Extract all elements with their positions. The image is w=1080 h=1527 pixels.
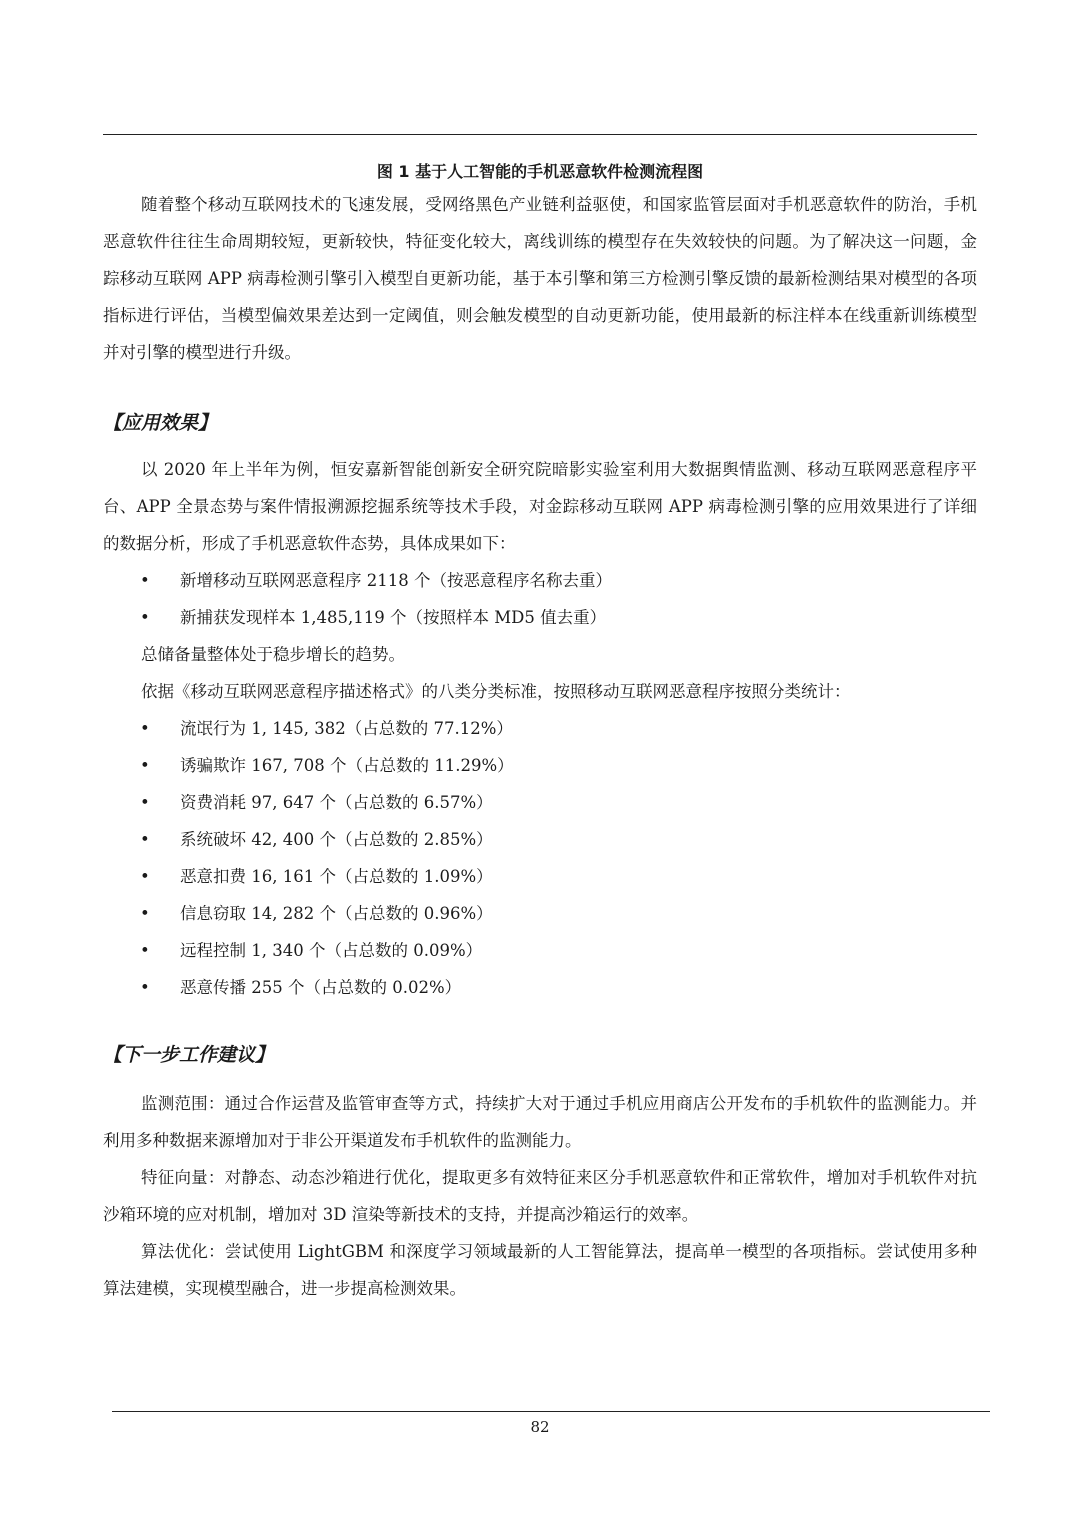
category-text: 流氓行为 1, 145, 382（占总数的 77.12%） xyxy=(180,719,513,738)
category-text: 信息窃取 14, 282 个（占总数的 0.96%） xyxy=(180,904,493,923)
category-text: 系统破坏 42, 400 个（占总数的 2.85%） xyxy=(180,830,493,849)
bullet-icon: • xyxy=(140,756,150,775)
summary-text: 总储备量整体处于稳步增长的趋势。 xyxy=(141,645,405,664)
list-item xyxy=(103,784,977,821)
category-list xyxy=(103,710,977,1006)
list-item xyxy=(103,821,977,858)
list-item xyxy=(103,895,977,932)
result-text: 新增移动互联网恶意程序 2118 个（按恶意程序名称去重） xyxy=(180,571,612,590)
bullet-icon: • xyxy=(140,719,150,738)
bullet-icon: • xyxy=(140,867,150,886)
intro-paragraph: 随着整个移动互联网技术的飞速发展，受网络黑色产业链利益驱使，和国家监管层面对手机恶意软件的防治，手机恶意软件往往生命周期较短，更新较快，特征变化较大，离线训练的模型存在失效较快的问题。为了解决这一问题，金踪移动互联网 APP 病毒检测引擎引入模型自更新功能，基于本引擎和第三方检测引擎反馈的最新检测结果对模型的各项指标进行评估，当模型偏效果差达到一定阈值，则会触发模型的自动更新功能，使用最新的标注样本在线重新训练模型并对引擎的模型进行升级。 xyxy=(103,195,977,362)
result-text: 新捕获发现样本 1,485,119 个（按照样本 MD5 值去重） xyxy=(180,608,607,627)
bullet-icon: • xyxy=(140,571,150,590)
bullet-icon: • xyxy=(140,608,150,627)
list-item xyxy=(103,599,977,636)
list-item xyxy=(103,932,977,969)
bullet-icon: • xyxy=(140,793,150,812)
list-item xyxy=(103,969,977,1006)
category-text: 恶意扣费 16, 161 个（占总数的 1.09%） xyxy=(180,867,493,886)
list-item xyxy=(103,858,977,895)
list-item xyxy=(103,747,977,784)
category-text: 诱骗欺诈 167, 708 个（占总数的 11.29%） xyxy=(180,756,514,775)
heading-next-steps: 【下一步工作建议】 xyxy=(103,1044,275,1066)
category-text: 恶意传播 255 个（占总数的 0.02%） xyxy=(180,978,462,997)
category-text: 资费消耗 97, 647 个（占总数的 6.57%） xyxy=(180,793,493,812)
next-paragraph-monitoring: 监测范围：通过合作运营及监管审查等方式，持续扩大对于通过手机应用商店公开发布的手机软件的监测能力。并利用多种数据来源增加对于非公开渠道发布手机软件的监测能力。 xyxy=(103,1094,977,1150)
effect-paragraph: 以 2020 年上半年为例，恒安嘉新智能创新安全研究院暗影实验室利用大数据舆情监测、移动互联网恶意程序平台、APP 全景态势与案件情报溯源挖掘系统等技术手段，对金踪移动互联网 APP 病毒检测引擎的应用效果进行了详细的数据分析，形成了手机恶意软件态势，具体成果如下： xyxy=(103,460,977,553)
next-paragraph-features: 特征向量：对静态、动态沙箱进行优化，提取更多有效特征来区分手机恶意软件和正常软件，增加对手机软件对抗沙箱环境的应对机制，增加对 3D 渲染等新技术的支持，并提高沙箱运行的效率。 xyxy=(103,1168,977,1224)
category-text: 远程控制 1, 340 个（占总数的 0.09%） xyxy=(180,941,483,960)
figure-caption: 图 1 基于人工智能的手机恶意软件检测流程图 xyxy=(376,162,704,181)
next-paragraph-algorithm: 算法优化：尝试使用 LightGBM 和深度学习领域最新的人工智能算法，提高单一模型的各项指标。尝试使用多种算法建模，实现模型融合，进一步提高检测效果。 xyxy=(103,1242,977,1298)
bullet-icon: • xyxy=(140,941,150,960)
list-item xyxy=(103,562,977,599)
bullet-icon: • xyxy=(140,978,150,997)
classification-intro: 依据《移动互联网恶意程序描述格式》的八类分类标准，按照移动互联网恶意程序按照分类统计： xyxy=(141,682,851,701)
page-number: 82 xyxy=(530,1418,550,1436)
header-rule xyxy=(103,134,977,135)
bullet-icon: • xyxy=(140,830,150,849)
list-item xyxy=(103,710,977,747)
results-list xyxy=(103,562,977,636)
footer-rule xyxy=(112,1411,990,1412)
heading-application-effect: 【应用效果】 xyxy=(103,412,218,434)
bullet-icon: • xyxy=(140,904,150,923)
